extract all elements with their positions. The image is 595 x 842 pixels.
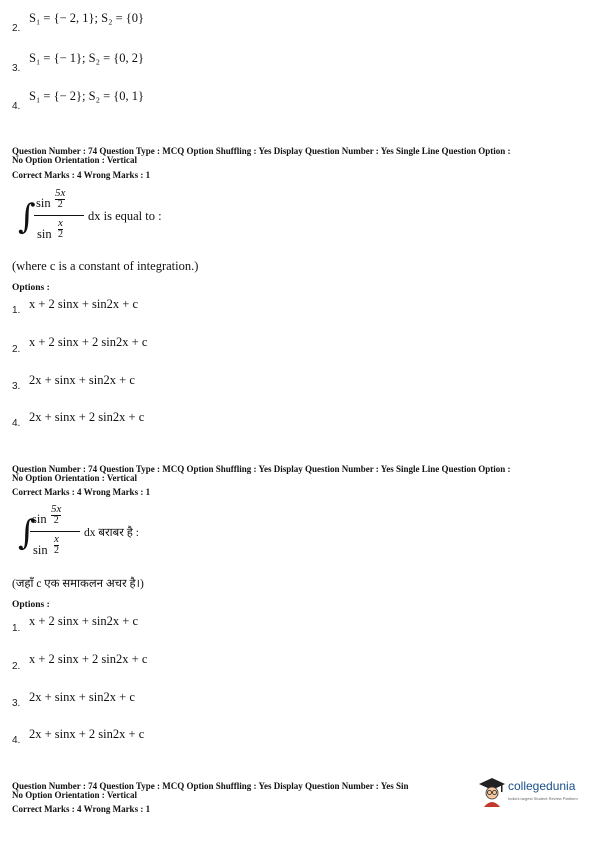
fraction-top: x bbox=[58, 217, 63, 229]
logo-wordmark: collegedunia bbox=[508, 779, 576, 793]
graduate-icon bbox=[478, 777, 506, 807]
integral-sign: ∫ bbox=[18, 513, 36, 553]
question-note: (where c is a constant of integration.) bbox=[12, 259, 199, 273]
fraction-bottom: 2 bbox=[54, 545, 59, 556]
option-text: x + 2 sinx + sin2x + c bbox=[29, 614, 138, 628]
option-text: 2x + sinx + sin2x + c bbox=[29, 373, 135, 387]
numerator-sin: sin bbox=[32, 512, 47, 526]
denominator-sin: sin bbox=[33, 543, 48, 557]
question-note: (जहाँ c एक समाकलन अचर है।) bbox=[12, 578, 144, 590]
option-text: x + 2 sinx + sin2x + c bbox=[29, 297, 138, 311]
denominator-fraction bbox=[58, 218, 63, 240]
option-number: 3. bbox=[12, 381, 21, 392]
numerator-fraction bbox=[55, 188, 65, 210]
option-number: 1. bbox=[12, 623, 21, 634]
option-text: S₁ = {− 2}; S₂ = {0, 1} bbox=[29, 89, 144, 103]
question-meta-line: No Option Orientation : Vertical bbox=[12, 155, 137, 165]
denominator-fraction bbox=[54, 534, 59, 556]
option-text: 2x + sinx + 2 sin2x + c bbox=[29, 727, 145, 741]
option-text: 2x + sinx + 2 sin2x + c bbox=[29, 410, 145, 424]
question-marks: Correct Marks : 4 Wrong Marks : 1 bbox=[12, 487, 151, 497]
main-fraction-bar bbox=[30, 531, 80, 532]
question-marks: Correct Marks : 4 Wrong Marks : 1 bbox=[12, 170, 151, 180]
options-label: Options : bbox=[12, 600, 50, 610]
question-meta-line: Question Number : 74 Question Type : MCQ Option Shuffling : Yes Display Question Number : Yes Sin bbox=[12, 781, 409, 791]
collegedunia-logo bbox=[478, 775, 588, 809]
integral-expression bbox=[18, 504, 198, 566]
option-text: S₁ = {− 2, 1}; S₂ = {0} bbox=[29, 11, 144, 25]
option-text: x + 2 sinx + 2 sin2x + c bbox=[29, 335, 148, 349]
question-meta-line: No Option Orientation : Vertical bbox=[12, 790, 137, 800]
question-meta-line: Question Number : 74 Question Type : MCQ Option Shuffling : Yes Display Question Number : Yes Single Line Question Option : bbox=[12, 464, 511, 474]
question-meta bbox=[12, 465, 510, 483]
option-number: 3. bbox=[12, 698, 21, 709]
question-marks: Correct Marks : 4 Wrong Marks : 1 bbox=[12, 804, 151, 814]
option-number: 4. bbox=[12, 418, 21, 429]
option-number: 2. bbox=[12, 23, 21, 34]
options-label: Options : bbox=[12, 283, 50, 293]
fraction-bottom: 2 bbox=[57, 199, 63, 210]
option-number: 3. bbox=[12, 63, 21, 74]
option-text: x + 2 sinx + 2 sin2x + c bbox=[29, 652, 148, 666]
option-text: S₁ = {− 1}; S₂ = {0, 2} bbox=[29, 51, 144, 65]
question-meta bbox=[12, 782, 408, 800]
fraction-bottom: 2 bbox=[58, 229, 63, 240]
main-fraction-bar bbox=[34, 215, 84, 216]
fraction-top: 5x bbox=[55, 187, 66, 199]
question-meta bbox=[12, 147, 510, 165]
denominator-sin: sin bbox=[37, 227, 52, 241]
option-number: 4. bbox=[12, 101, 21, 112]
numerator-sin: sin bbox=[36, 196, 51, 210]
fraction-top: 5x bbox=[51, 503, 62, 515]
fraction-bottom: 2 bbox=[53, 515, 59, 526]
option-number: 4. bbox=[12, 735, 21, 746]
integral-sign: ∫ bbox=[18, 197, 36, 237]
option-number: 2. bbox=[12, 661, 21, 672]
integral-expression bbox=[18, 188, 198, 250]
question-tail: dx is equal to : bbox=[88, 209, 162, 223]
question-tail: dx बराबर है : bbox=[84, 527, 139, 539]
question-meta-line: No Option Orientation : Vertical bbox=[12, 473, 137, 483]
question-meta-line: Question Number : 74 Question Type : MCQ Option Shuffling : Yes Display Question Number : Yes Single Line Question Option : bbox=[12, 146, 511, 156]
logo-tagline: India's largest Student Review Platform bbox=[508, 796, 578, 801]
option-number: 1. bbox=[12, 305, 21, 316]
option-text: 2x + sinx + sin2x + c bbox=[29, 690, 135, 704]
option-number: 2. bbox=[12, 344, 21, 355]
numerator-fraction bbox=[51, 504, 61, 526]
fraction-top: x bbox=[54, 533, 59, 545]
